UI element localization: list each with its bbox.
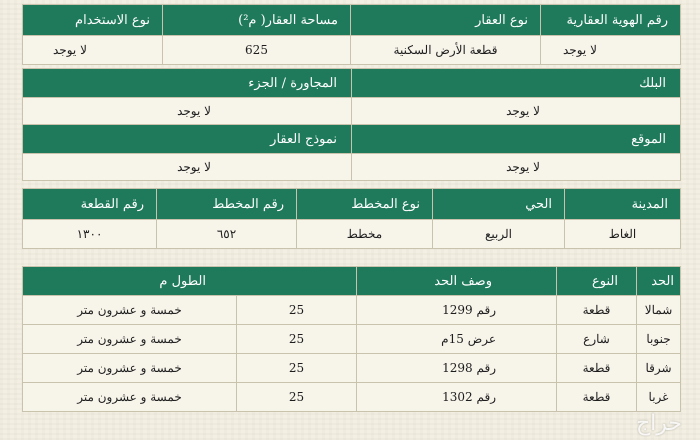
watermark-logo: حراج [635, 411, 682, 436]
table-row [23, 296, 681, 325]
boundary-length-text: خمسة و عشرون متر [23, 325, 237, 354]
value-plot-number: ١٣٠٠ [23, 220, 157, 249]
header-length: الطول م [23, 267, 357, 296]
boundary-side: شرقا [637, 354, 681, 383]
boundary-type: قطعة [557, 354, 637, 383]
value-property-id: لا يوجد [541, 36, 681, 65]
header-property-id: رقم الهوية العقارية [541, 5, 681, 36]
value-property-model: لا يوجد [23, 154, 352, 181]
header-property-type: نوع العقار [351, 5, 541, 36]
boundary-side: غربا [637, 383, 681, 412]
value-plan-type: مخطط [297, 220, 433, 249]
header-boundary-side: الحد [637, 267, 681, 296]
table-row [23, 325, 681, 354]
value-city: الغاط [565, 220, 681, 249]
boundary-side: شمالا [637, 296, 681, 325]
boundaries-table [22, 266, 681, 412]
header-property-area: مساحة العقار( م²) [163, 5, 351, 36]
boundary-description: عرض 15م [357, 325, 557, 354]
boundary-type: شارع [557, 325, 637, 354]
boundary-side: جنوبا [637, 325, 681, 354]
table-row [23, 354, 681, 383]
block-location-table [22, 68, 681, 181]
value-district: الربيع [433, 220, 565, 249]
table-row [23, 383, 681, 412]
value-property-type: قطعة الأرض السكنية [351, 36, 541, 65]
header-block: البلك [352, 69, 681, 98]
header-boundary-type: النوع [557, 267, 637, 296]
boundary-length: 25 [237, 383, 357, 412]
header-plan-type: نوع المخطط [297, 189, 433, 220]
value-property-area: 625 [163, 36, 351, 65]
value-block: لا يوجد [352, 98, 681, 125]
boundary-type: قطعة [557, 383, 637, 412]
boundary-description: رقم 1299 [357, 296, 557, 325]
boundary-type: قطعة [557, 296, 637, 325]
plan-table [22, 188, 681, 249]
value-neighborhood-part: لا يوجد [23, 98, 352, 125]
header-city: المدينة [565, 189, 681, 220]
boundary-description: رقم 1302 [357, 383, 557, 412]
property-table [22, 4, 681, 65]
header-property-model: نموذج العقار [23, 125, 352, 154]
header-location: الموقع [352, 125, 681, 154]
boundary-description: رقم 1298 [357, 354, 557, 383]
header-plan-number: رقم المخطط [157, 189, 297, 220]
value-usage-type: لا يوجد [23, 36, 163, 65]
boundary-length: 25 [237, 354, 357, 383]
header-usage-type: نوع الاستخدام [23, 5, 163, 36]
value-location: لا يوجد [352, 154, 681, 181]
boundary-length-text: خمسة و عشرون متر [23, 354, 237, 383]
header-boundary-description: وصف الحد [357, 267, 557, 296]
boundary-length-text: خمسة و عشرون متر [23, 383, 237, 412]
boundary-length: 25 [237, 296, 357, 325]
boundary-length-text: خمسة و عشرون متر [23, 296, 237, 325]
header-neighborhood-part: المجاورة / الجزء [23, 69, 352, 98]
header-plot-number: رقم القطعة [23, 189, 157, 220]
header-district: الحي [433, 189, 565, 220]
value-plan-number: ٦٥٢ [157, 220, 297, 249]
boundary-length: 25 [237, 325, 357, 354]
